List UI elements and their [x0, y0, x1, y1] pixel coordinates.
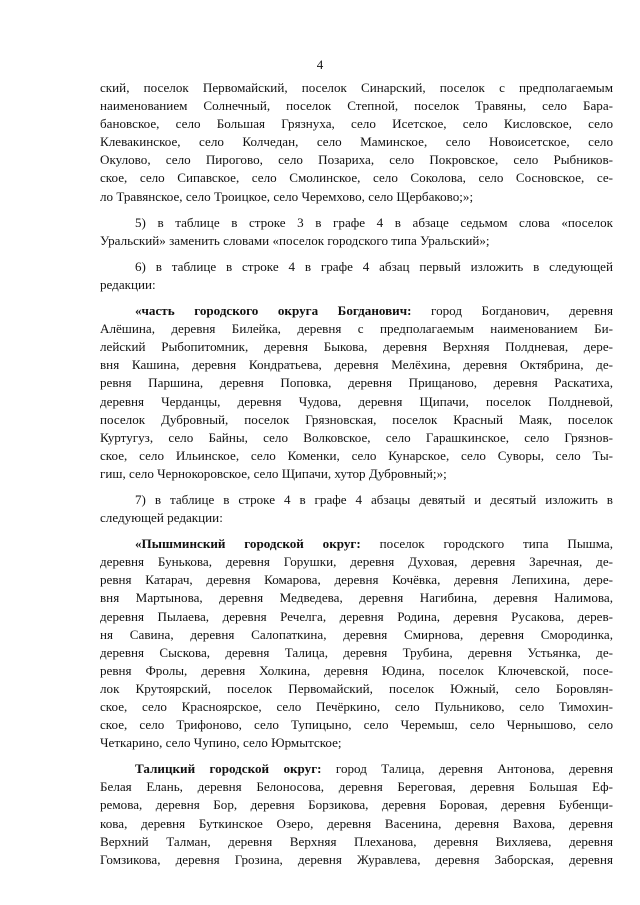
text-line: ский, поселок Первомайский, поселок Синарский, поселок с предполагаемым — [100, 80, 613, 95]
paragraph-pyshma — [100, 535, 613, 752]
text-line: деревня Сыскова, деревня Талица, деревня Трубина, деревня Устьянка, де- — [100, 644, 613, 660]
text-line: Окулово, село Пирогово, село Позариха, село Покровское, село Рыбников- — [100, 152, 613, 168]
text-line: ское, село Трифоново, село Тупицыно, село Черемыш, село Чернышово, село — [100, 717, 613, 733]
district-heading: Талицкий городской округ: — [135, 761, 322, 777]
paragraph-item-6 — [100, 258, 613, 294]
text-line: ревня Катарач, деревня Комарова, деревня Кочёвка, деревня Лепихина, дере- — [100, 572, 613, 588]
text-line: ревня Паршина, деревня Поповка, деревня Прищаново, деревня Раскатиха, — [100, 375, 613, 391]
paragraph-bogdanovich — [100, 302, 613, 483]
text-line: деревня Черданцы, деревня Чудова, деревня Щипачи, поселок Полдневой, — [100, 393, 613, 409]
text-line: 6) в таблице в строке 4 в графе 4 абзац первый изложить в следующей — [135, 258, 613, 274]
paragraph-continuation — [100, 79, 613, 206]
text-line: Четкарино, село Чупино, село Юрмытское; — [100, 735, 342, 751]
text-line: вня Кашина, деревня Кондратьева, деревня Мелёхина, деревня Октябрина, де- — [100, 357, 613, 373]
text-line: лок Крутоярский, поселок Первомайский, поселок Южный, село Боровлян- — [100, 680, 613, 696]
text-line: Белая Елань, деревня Белоносова, деревня Береговая, деревня Большая Еф- — [100, 779, 613, 795]
text-line: бановское, село Большая Грязнуха, село Исетское, село Кисловское, село — [100, 116, 613, 132]
text-line: Уральский» заменить словами «поселок городского типа Уральский»; — [100, 232, 490, 248]
text-line: ня Савина, деревня Салопаткина, деревня Смирнова, деревня Смородинка, — [100, 626, 613, 642]
text-line: Верхний Талман, деревня Верхняя Плеханова, деревня Вихляева, деревня — [100, 833, 613, 849]
text-line: ское, село Ильинское, село Коменки, село Кунарское, село Суворы, село Ты- — [100, 447, 613, 463]
text-line: 5) в таблице в строке 3 в графе 4 в абзаце седьмом слова «поселок — [135, 214, 613, 230]
text-line: 7) в таблице в строке 4 в графе 4 абзацы девятый и десятый изложить в — [135, 491, 613, 507]
document-body — [100, 79, 613, 869]
text-line: Талицкий городской округ: город Талица, деревня Антонова, деревня — [135, 761, 613, 777]
text-line: редакции: — [100, 276, 156, 292]
paragraph-item-5 — [100, 214, 613, 250]
text-line: наименованием Солнечный, поселок Степной, поселок Травяны, село Бара- — [100, 98, 613, 114]
page-number: 4 — [316, 57, 324, 72]
paragraph-item-7 — [100, 491, 613, 527]
text-line: гиш, село Чернокоровское, село Щипачи, хутор Дубровный;»; — [100, 465, 447, 481]
district-heading: «Пышминский городской округ: — [135, 536, 361, 552]
text-line: ревня Фролы, деревня Холкина, деревня Юдина, поселок Ключевской, посе- — [100, 662, 613, 678]
text-line: «часть городского округа Богданович: город Богданович, деревня — [135, 303, 613, 319]
text-line: Клевакинское, село Колчедан, село Маминское, село Новоисетское, село — [100, 134, 613, 150]
text-line: Алёшина, деревня Билейка, деревня с предполагаемым наименованием Би- — [100, 321, 613, 337]
text-line: следующей редакции: — [100, 510, 223, 526]
text-line: «Пышминский городской округ: поселок городского типа Пышма, — [135, 536, 613, 552]
text-line: деревня Пылаева, деревня Речелга, деревня Родина, деревня Русакова, дерев- — [100, 608, 613, 624]
text-line: лейский Рыбопитомник, деревня Быкова, деревня Верхняя Полдневая, дере- — [100, 339, 613, 355]
text-line: вня Мартынова, деревня Медведева, деревня Нагибина, деревня Налимова, — [100, 590, 613, 606]
paragraph-talitsa — [100, 760, 613, 869]
district-heading: «часть городского округа Богданович: — [135, 303, 412, 319]
text-line: ремова, деревня Бор, деревня Борзикова, деревня Боровая, деревня Бубенщи- — [100, 797, 613, 813]
text-line: деревня Бунькова, деревня Горушки, деревня Духовая, деревня Заречная, де- — [100, 554, 613, 570]
text-line: поселок Дубровный, поселок Грязновская, поселок Красный Маяк, поселок — [100, 411, 613, 427]
text-line: Куртугуз, село Байны, село Волковское, село Гарашкинское, село Грязнов- — [100, 429, 613, 445]
text-line: Гомзикова, деревня Грозина, деревня Журавлева, деревня Заборская, деревня — [100, 851, 613, 867]
text-line: кова, деревня Буткинское Озеро, деревня Васенина, деревня Вахова, деревня — [100, 815, 613, 831]
text-line: ское, село Сипавское, село Смолинское, село Соколова, село Сосновское, се- — [100, 170, 613, 186]
text-line: ло Травянское, село Троицкое, село Черемхово, село Щербаково;»; — [100, 188, 474, 204]
text-line: ское, село Красноярское, село Печёркино, село Пульниково, село Тимохин- — [100, 699, 613, 714]
